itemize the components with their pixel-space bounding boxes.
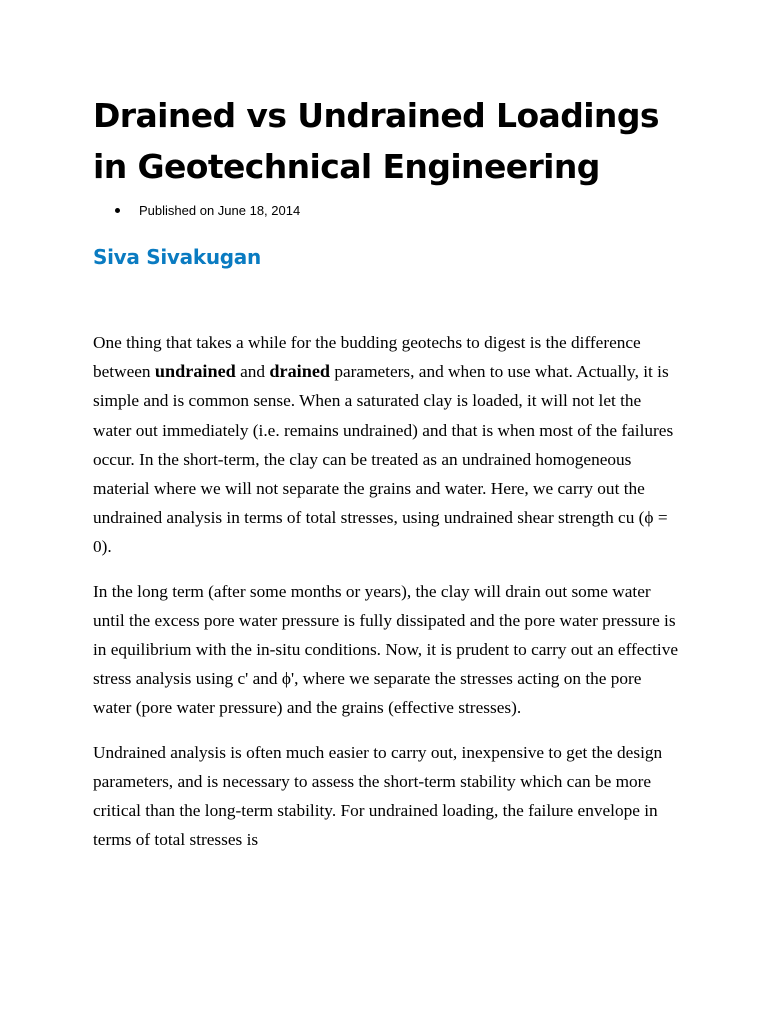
article-body — [93, 328, 683, 869]
article-title: Drained vs Undrained Loadings in Geotechnical Engineering — [93, 96, 659, 186]
publish-date — [93, 200, 300, 222]
publish-date-text: Published on June 18, 2014 — [139, 203, 301, 218]
paragraph-1-text-a: One thing that takes a while for the budding geotechs to digest is the difference between — [93, 333, 641, 382]
author-name[interactable]: Siva Sivakugan — [93, 245, 261, 269]
paragraph-1 — [93, 328, 683, 562]
bullet-icon — [115, 208, 120, 213]
article-meta — [93, 200, 300, 222]
paragraph-1-text-d: parameters, and when to use what. Actually, it is simple and is common sense. When a saturated clay is loaded, it will not let the water out immediately (i.e. remains undrained) and that is when most of the failures occur. In the short-term, the clay can be treated as an undrained homogeneous material where we will not separate the grains and water. Here, we carry out the undrained analysis in terms of total stresses, using undrained shear strength cu (ϕ = 0). — [93, 362, 674, 557]
term-undrained: undrained — [154, 361, 236, 382]
paragraph-1-text-c: and — [235, 362, 270, 382]
paragraph-3: Undrained analysis is often much easier to carry out, inexpensive to get the design parameters, and is necessary to assess the short-term stability which can be more critical than the long-term stability. For undrained loading, the failure envelope in terms of total stresses is — [93, 742, 663, 850]
term-drained: drained — [269, 361, 331, 382]
paragraph-2: In the long term (after some months or years), the clay will drain out some water until the excess pore water pressure is fully dissipated and the pore water pressure is in equilibrium with the in-situ conditions. Now, it is prudent to carry out an effective stress analysis using c' and ϕ', where we separate the stresses acting on the pore water (pore water pressure) and the grains (effective stresses). — [93, 581, 679, 718]
